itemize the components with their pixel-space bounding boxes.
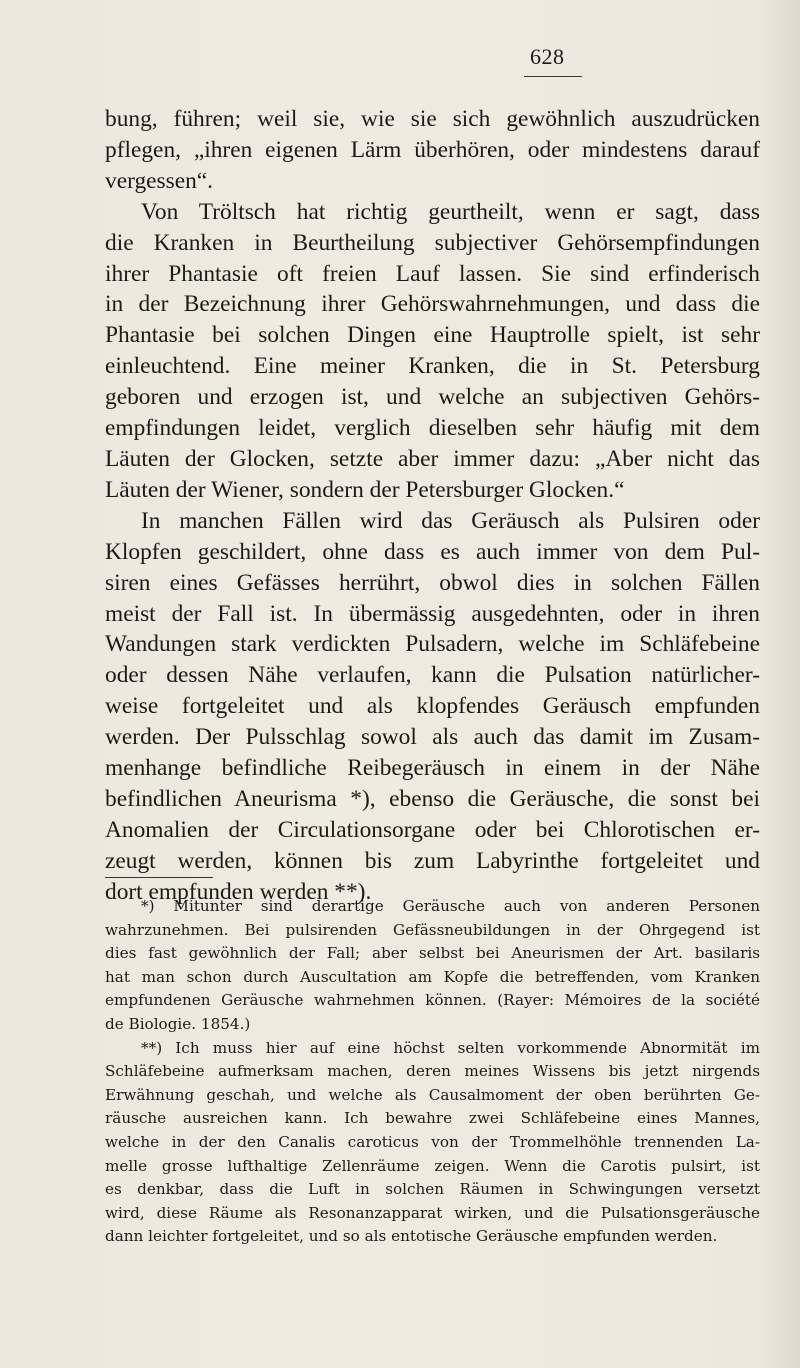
text-line: Anomalien der Circulationsorgane oder bei Chlorotischen er- — [105, 816, 760, 843]
text-line: Von Tröltsch hat richtig geurtheilt, wenn er sagt, dass — [141, 198, 760, 225]
text-line: weise fortgeleitet und als klopfendes Geräusch empfunden — [105, 693, 760, 720]
footnote-line: Erwähnung geschah, und welche als Causalmoment der oben berührten Ge- — [105, 1085, 760, 1104]
text-line: zeugt werden, können bis zum Labyrinthe fortgeleitet und — [105, 847, 760, 874]
text-line: dort empfunden werden **). — [105, 878, 372, 905]
text-line: Wandungen stark verdickten Pulsadern, welche im Schläfebeine — [105, 631, 760, 658]
footnote-line: empfundenen Geräusche wahrnehmen können. (Rayer: Mémoires de la société — [105, 991, 760, 1010]
page-number-rule — [524, 76, 582, 77]
footnote-line: Schläfebeine aufmerksam machen, deren meines Wissens bis jetzt nirgends — [105, 1062, 760, 1081]
text-line: geboren und erzogen ist, und welche an subjectiven Gehörs- — [105, 384, 760, 411]
text-line: vergessen“. — [105, 167, 214, 194]
footnote-line: *) Mitunter sind derartige Geräusche auch von anderen Personen — [141, 897, 760, 915]
text-line: siren eines Gefässes herrührt, obwol dies in solchen Fällen — [105, 569, 760, 596]
footnote-line: hat man schon durch Auscultation am Kopfe die betreffenden, vom Kranken — [105, 967, 760, 986]
footnote-line: räusche ausreichen kann. Ich bewahre zwei Schläfebeine eines Mannes, — [105, 1109, 760, 1128]
footnote-line: melle grosse lufthaltige Zellenräume zeigen. Wenn die Carotis pulsirt, ist — [105, 1156, 760, 1175]
text-line: die Kranken in Beurtheilung subjectiver Gehörsempfindungen — [105, 229, 760, 256]
footnote-rule — [105, 877, 213, 878]
text-line: bung, führen; weil sie, wie sie sich gewöhnlich auszudrücken — [105, 106, 760, 132]
text-line: oder dessen Nähe verlaufen, kann die Pulsation natürlicher- — [105, 662, 760, 689]
text-line: Läuten der Glocken, setzte aber immer dazu: „Aber nicht das — [105, 445, 760, 472]
footnotes — [105, 895, 760, 1249]
footnote-line: de Biologie. 1854.) — [105, 1014, 251, 1033]
text-line: befindlichen Aneurisma *), ebenso die Geräusche, die sonst bei — [105, 785, 760, 812]
footnote-line: es denkbar, dass die Luft in solchen Räumen in Schwingungen versetzt — [105, 1180, 760, 1199]
text-line: Phantasie bei solchen Dingen eine Hauptrolle spielt, ist sehr — [105, 322, 760, 349]
main-text — [105, 104, 760, 908]
footnote-line: dann leichter fortgeleitet, und so als entotische Geräusche empfunden werden. — [105, 1227, 718, 1246]
text-line: Klopfen geschildert, ohne dass es auch immer von dem Pul- — [105, 538, 760, 565]
text-line: menhange befindliche Reibegeräusch in einem in der Nähe — [105, 755, 760, 782]
page-number: 628 — [530, 44, 565, 69]
text-line: einleuchtend. Eine meiner Kranken, die in St. Petersburg — [105, 353, 760, 380]
text-line: in der Bezeichnung ihrer Gehörswahrnehmungen, und dass die — [105, 291, 760, 318]
footnote-line: welche in der den Canalis caroticus von der Trommelhöhle trennenden La- — [105, 1132, 760, 1151]
text-line: empfindungen leidet, verglich dieselben sehr häufig mit dem — [105, 415, 760, 442]
text-line: Läuten der Wiener, sondern der Petersburger Glocken.“ — [105, 476, 625, 503]
text-line: In manchen Fällen wird das Geräusch als Pulsiren oder — [141, 507, 760, 534]
footnote-line: dies fast gewöhnlich der Fall; aber selbst bei Aneurismen der Art. basilaris — [105, 944, 760, 963]
text-line: werden. Der Pulsschlag sowol als auch das damit im Zusam- — [105, 724, 760, 751]
footnote-line: wahrzunehmen. Bei pulsirenden Gefässneubildungen in der Ohrgegend ist — [105, 920, 760, 939]
text-line: pflegen, „ihren eigenen Lärm überhören, oder mindestens darauf — [105, 136, 760, 163]
footnote-line: wird, diese Räume als Resonanzapparat wirken, und die Pulsationsgeräusche — [105, 1203, 760, 1222]
text-line: ihrer Phantasie oft freien Lauf lassen. Sie sind erfinderisch — [105, 260, 760, 287]
footnote-line: **) Ich muss hier auf eine höchst selten vorkommende Abnormität im — [141, 1038, 760, 1057]
text-line: meist der Fall ist. In übermässig ausgedehnten, oder in ihren — [105, 600, 760, 627]
